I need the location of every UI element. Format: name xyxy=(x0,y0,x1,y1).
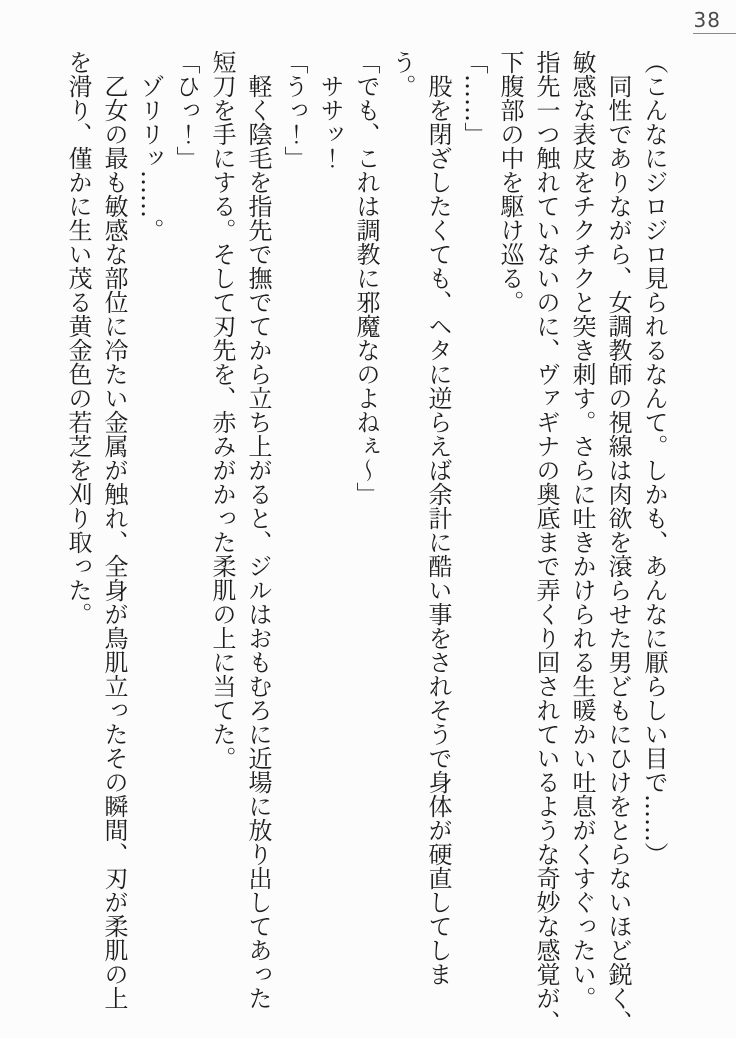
text-line: 「……」 xyxy=(460,50,488,146)
text-line: を滑り、僅かに生い茂る黄金色の若芝を刈り取った。 xyxy=(64,50,92,626)
text-line: ササッ！ xyxy=(316,74,344,170)
text-line: ゾリリッ……。 xyxy=(136,74,164,242)
page-number-underline xyxy=(693,33,736,34)
page-number: 38 xyxy=(693,8,721,32)
text-line: 敏感な表皮をチクチクと突き刺す。さらに吐きかけられる生暖かい吐息がくすぐったい。 xyxy=(568,50,596,1010)
text-line: 「ひっ！」 xyxy=(172,50,200,170)
text-line: 指先一つ触れていないのに、ヴァギナの奥底まで弄くり回されているような奇妙な感覚が、 xyxy=(532,50,560,1034)
text-line: （こんなにジロジロ見られるなんて。しかも、あんなに厭らしい目で……） xyxy=(640,50,668,866)
text-line: 股を閉ざしたくても、ヘタに逆らえば余計に酷い事をされそうで身体が硬直してしま xyxy=(424,74,452,986)
text-line: 同性でありながら、女調教師の視線は肉欲を滾らせた男どもにひけをとらないほど鋭く、 xyxy=(604,74,632,1034)
text-line: う。 xyxy=(388,50,416,98)
body-text xyxy=(60,50,672,1034)
text-line: 乙女の最も敏感な部位に冷たい金属が触れ、全身が鳥肌立ったその瞬間、刃が柔肌の上 xyxy=(100,74,128,1010)
text-line: 短刀を手にする。そして刃先を、赤みがかった柔肌の上に当てた。 xyxy=(208,50,236,770)
text-line: 軽く陰毛を指先で撫でてから立ち上がると、ジルはおもむろに近場に放り出してあった xyxy=(244,74,272,1010)
text-line: 「でも、これは調教に邪魔なのよねぇ〜」 xyxy=(352,50,380,506)
text-line: 「うっ！」 xyxy=(280,50,308,170)
text-line: 下腹部の中を駆け巡る。 xyxy=(496,50,524,314)
